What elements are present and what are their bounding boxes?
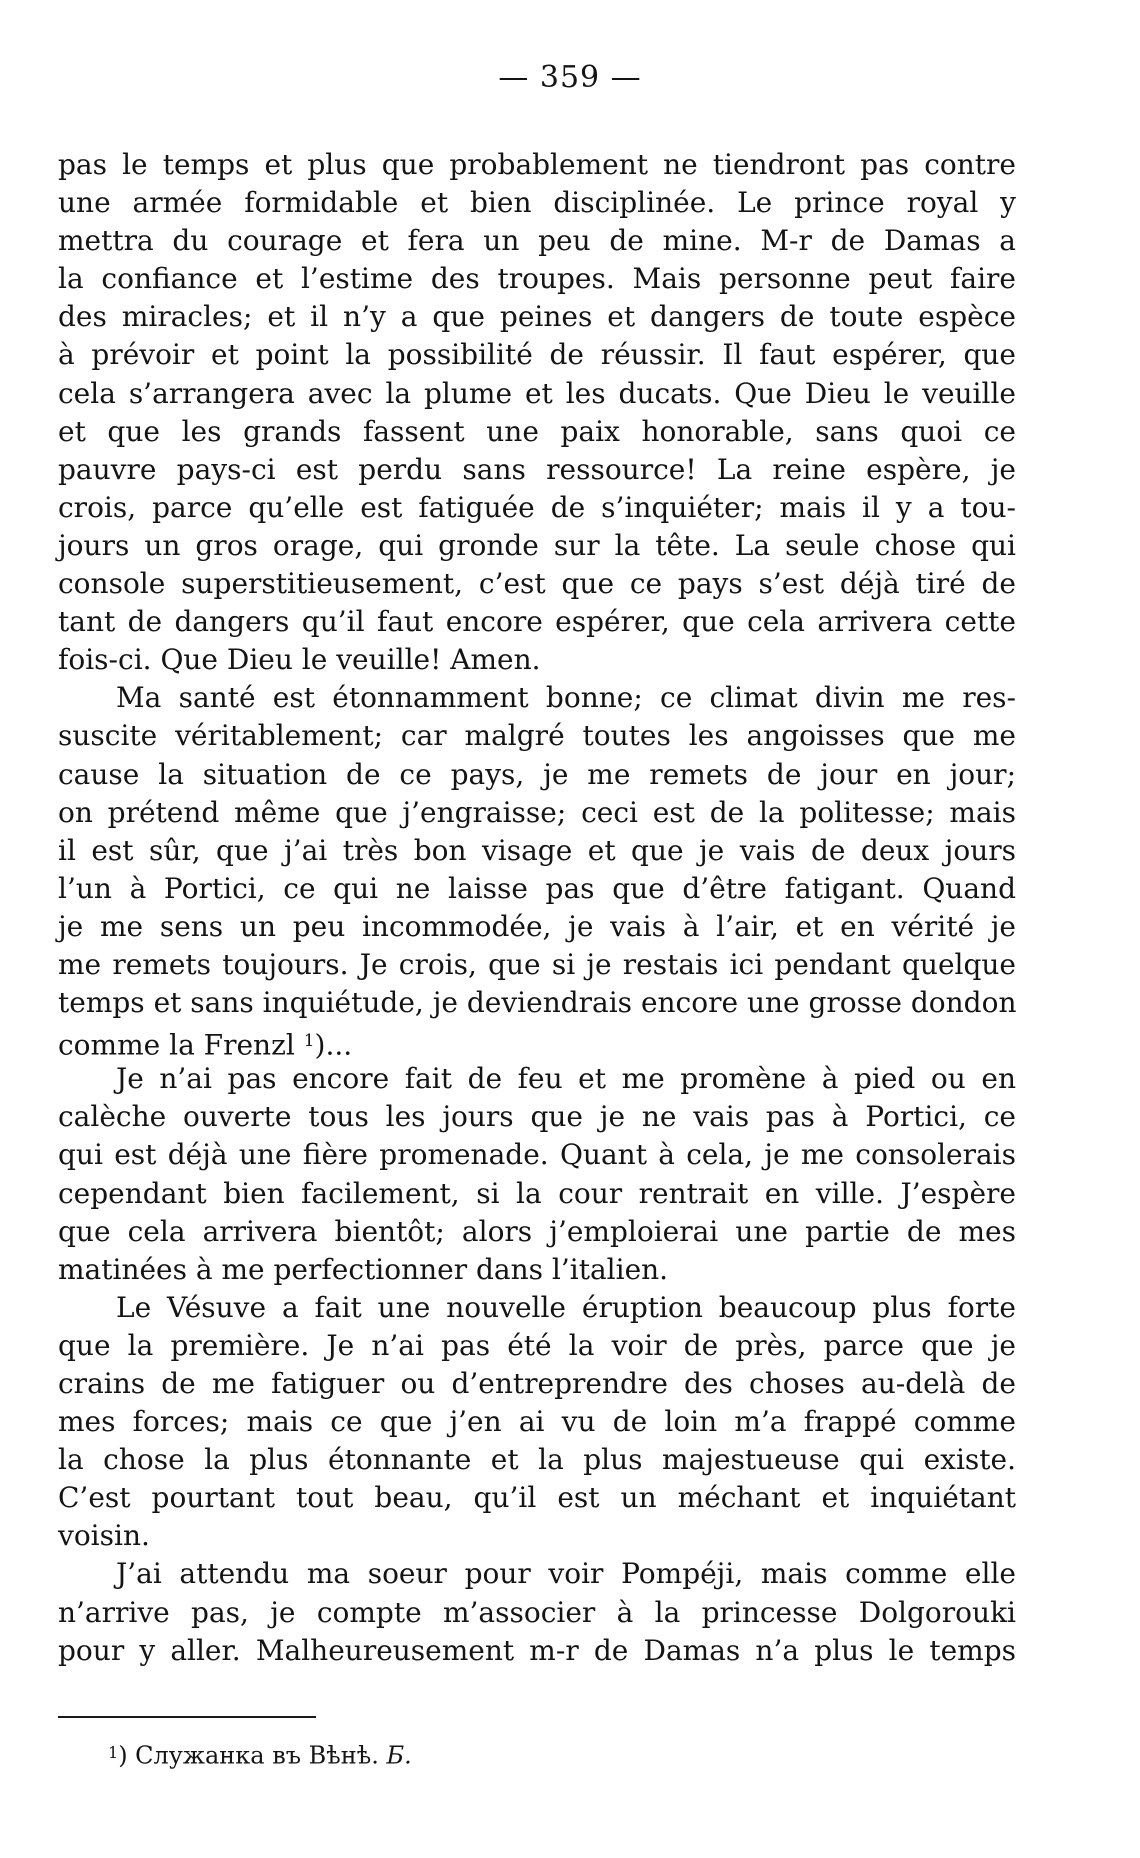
- text-line: cela s’arrangera avec la plume et les ducats. Que Dieu le veuille: [58, 376, 1016, 410]
- text-line: voisin.: [58, 1519, 150, 1553]
- text-line: il est sûr, que j’ai très bon visage et que je vais de deux jours: [58, 833, 1016, 867]
- text-line: la confiance et l’estime des troupes. Mais personne peut faire: [58, 262, 1016, 296]
- text-line: mettra du courage et fera un peu de mine. M-r de Damas a: [58, 224, 1016, 258]
- text-line-with-footnote-ref: [58, 1022, 1016, 1060]
- footnote-text: ) Служанка въ Вѣнѣ.: [118, 1741, 387, 1770]
- body-text: [58, 146, 1016, 1670]
- text-line: cause la situation de ce pays, je me remets de jour en jour;: [58, 757, 1016, 791]
- text-line: que la première. Je n’ai pas été la voir de près, parce que je: [58, 1328, 1016, 1362]
- text-line: jours un gros orage, qui gronde sur la tête. La seule chose qui: [58, 528, 1016, 562]
- text-line: et que les grands fassent une paix honorable, sans quoi ce: [58, 414, 1016, 448]
- text-line: la chose la plus étonnante et la plus majestueuse qui existe.: [58, 1443, 1016, 1477]
- footnote-initial: Б.: [386, 1741, 412, 1770]
- text-line: J’ai attendu ma soeur pour voir Pompéji, mais comme elle: [116, 1557, 1016, 1591]
- footnote-reference: 1: [303, 1031, 315, 1052]
- text-line: qui est déjà une fière promenade. Quant à cela, je me consolerais: [58, 1138, 1016, 1172]
- text-line: à prévoir et point la possibilité de réussir. Il faut espérer, que: [58, 338, 1016, 372]
- text-line: on prétend même que j’engraisse; ceci est de la politesse; mais: [58, 795, 1016, 829]
- text-line: pauvre pays-ci est perdu sans ressource! La reine espère, je: [58, 452, 1016, 486]
- text-fragment: comme la Frenzl: [58, 1028, 304, 1062]
- text-line: me remets toujours. Je crois, que si je restais ici pendant quelque: [58, 947, 1016, 981]
- text-line: une armée formidable et bien disciplinée. Le prince royal y: [58, 186, 1016, 220]
- text-line: l’un à Portici, ce qui ne laisse pas que d’être fatigant. Quand: [58, 871, 1016, 905]
- text-line: Je n’ai pas encore fait de feu et me promène à pied ou en: [116, 1062, 1016, 1096]
- text-line: temps et sans inquiétude, je deviendrais encore une grosse dondon: [58, 986, 1017, 1020]
- page-number-header: — 359 —: [498, 60, 642, 95]
- text-line: n’arrive pas, je compte m’associer à la princesse Dolgorouki: [58, 1595, 1016, 1629]
- text-line: pas le temps et plus que probablement ne tiendront pas contre: [58, 148, 1016, 181]
- text-fragment: )...: [314, 1028, 353, 1062]
- text-line: console superstitieusement, c’est que ce pays s’est déjà tiré de: [58, 567, 1016, 601]
- text-line: cependant bien facilement, si la cour rentrait en ville. J’espère: [58, 1176, 1016, 1210]
- text-line: Le Vésuve a fait une nouvelle éruption beaucoup plus forte: [116, 1290, 1016, 1324]
- text-line: matinées à me perfectionner dans l’italien.: [58, 1252, 669, 1286]
- text-line: crains de me fatiguer ou d’entreprendre des choses au-delà de: [58, 1367, 1016, 1400]
- text-line: C’est pourtant tout beau, qu’il est un méchant et inquiétant: [58, 1481, 1016, 1515]
- text-line: pour y aller. Malheureusement m-r de Damas n’a plus le temps: [58, 1633, 1016, 1667]
- footnote-divider: [58, 1716, 316, 1718]
- text-line: je me sens un peu incommodée, je vais à l’air, et en vérité je: [58, 909, 1016, 943]
- text-line: tant de dangers qu’il faut encore espérer, que cela arrivera cette: [58, 605, 1016, 639]
- footnote: [108, 1738, 412, 1771]
- text-line: des miracles; et il n’y a que peines et dangers de toute espèce: [58, 300, 1016, 334]
- text-line: fois-ci. Que Dieu le veuille! Amen.: [58, 643, 541, 677]
- text-line: mes forces; mais ce que j’en ai vu de loin m’a frappé comme: [58, 1405, 1016, 1439]
- text-line: calèche ouverte tous les jours que je ne vais pas à Portici, ce: [58, 1100, 1016, 1134]
- text-line: crois, parce qu’elle est fatiguée de s’inquiéter; mais il y a tou-: [58, 490, 1016, 524]
- text-line: Ma santé est étonnamment bonne; ce climat divin me res-: [116, 681, 1016, 715]
- footnote-mark: 1: [108, 1743, 119, 1762]
- text-line: que cela arrivera bientôt; alors j’emploierai une partie de mes: [58, 1214, 1016, 1248]
- text-line: suscite véritablement; car malgré toutes les angoisses que me: [58, 719, 1016, 753]
